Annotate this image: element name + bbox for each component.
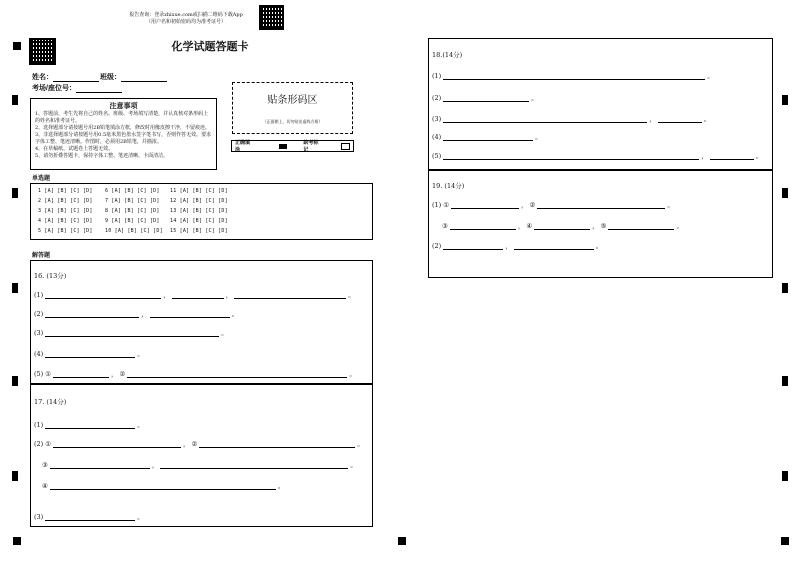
choice-item[interactable]: 13 [A] [B] [C] [D] <box>170 208 228 214</box>
q19-title: 19. (14分) <box>432 182 465 190</box>
choice-item[interactable]: 9 [A] [B] [C] [D] <box>105 218 160 224</box>
side-mark <box>12 471 18 481</box>
answer-blank[interactable] <box>514 241 594 250</box>
corner-mark-bm <box>398 537 406 545</box>
choice-item[interactable]: 2 [A] [B] [C] [D] <box>38 198 93 204</box>
answer-blank[interactable] <box>443 93 529 102</box>
class-label: 班级： <box>100 74 121 81</box>
answer-blank[interactable] <box>45 420 135 429</box>
answer-blank[interactable] <box>234 290 346 299</box>
answer-blank[interactable] <box>127 369 347 378</box>
barcode-hint: （正面朝上，切勿贴出虚线方框） <box>262 119 323 124</box>
side-mark <box>782 376 788 386</box>
answer-blank[interactable] <box>53 439 181 448</box>
q17-part2c: ④ 。 <box>42 482 285 490</box>
page-title: 化学试题答题卡 <box>171 41 249 53</box>
answer-blank[interactable] <box>172 290 224 299</box>
q18-part1: (1) 。 <box>432 72 714 80</box>
q17-part2b: ③ ， 。 <box>42 461 357 469</box>
answer-blank[interactable] <box>45 349 135 358</box>
header-account-line: （用户名和初始密码均为准考证号） <box>145 19 226 25</box>
side-mark <box>12 95 18 105</box>
side-mark <box>12 376 18 386</box>
choice-item[interactable]: 3 [A] [B] [C] [D] <box>38 208 93 214</box>
q18-part4: (4) 。 <box>432 133 542 141</box>
choice-item[interactable]: 4 [A] [B] [C] [D] <box>38 218 93 224</box>
notice-item: 2、选择题部分请按题号用2B铅笔填涂方框，修改时用橡皮擦干净，不留痕迹。 <box>35 125 211 131</box>
single-choice-label: 单选题 <box>32 176 51 182</box>
q16-part4: (4) 。 <box>34 350 144 358</box>
q16-title: 16. (13分) <box>34 272 67 280</box>
answer-blank[interactable] <box>45 290 161 299</box>
q19-part1b: ③ ， ④ ， ⑤ 。 <box>442 222 683 230</box>
q17-part1: (1) 。 <box>34 421 144 429</box>
corner-mark-br <box>781 537 789 545</box>
q18-title: 18.(14分) <box>432 51 463 59</box>
choice-item[interactable]: 8 [A] [B] [C] [D] <box>105 208 160 214</box>
q16-box <box>30 260 373 384</box>
answer-blank[interactable] <box>443 132 533 141</box>
correct-fill-label: 正确填涂 <box>235 140 251 153</box>
q19-part1: (1) ① ， ② 。 <box>432 201 674 209</box>
notice-item: 5、请勿折叠答题卡，保持字体工整、笔迹清晰、卡面清洁。 <box>35 153 169 159</box>
choice-item[interactable]: 15 [A] [B] [C] [D] <box>170 228 228 234</box>
name-field[interactable] <box>32 72 99 82</box>
answer-blank[interactable] <box>537 200 665 209</box>
side-mark <box>782 95 788 105</box>
choice-item[interactable]: 12 [A] [B] [C] [D] <box>170 198 228 204</box>
answer-blank[interactable] <box>50 481 276 490</box>
corner-mark-tl <box>13 42 21 50</box>
answer-blank[interactable] <box>45 512 135 521</box>
qr-code-top <box>259 5 284 30</box>
seat-label: 考场/座位号： <box>32 85 76 92</box>
answer-blank[interactable] <box>199 439 355 448</box>
q17-title: 17. (14分) <box>34 398 67 406</box>
side-mark <box>12 283 18 293</box>
q16-part1: (1) ， ， 。 <box>34 291 355 299</box>
answer-blank[interactable] <box>443 151 699 160</box>
class-blank[interactable] <box>121 73 167 82</box>
q18-part3: (3) ， 。 <box>432 115 711 123</box>
q17-box <box>30 384 373 527</box>
name-label: 姓名： <box>32 74 53 81</box>
barcode-title: 贴条形码区 <box>267 95 318 106</box>
notice-title: 注意事项 <box>109 103 138 110</box>
answer-blank[interactable] <box>443 114 647 123</box>
answer-section-label: 解答题 <box>32 253 51 259</box>
choice-item[interactable]: 10 [A] [B] [C] [D] <box>105 228 163 234</box>
q16-part2: (2) ， 。 <box>34 310 239 318</box>
name-blank[interactable] <box>53 73 99 82</box>
q17-part2: (2) ① ， ② 。 <box>34 440 364 448</box>
answer-blank[interactable] <box>658 114 702 123</box>
fill-example <box>231 140 354 152</box>
seat-blank[interactable] <box>76 84 122 93</box>
qr-code-left <box>29 38 56 65</box>
answer-blank[interactable] <box>451 200 519 209</box>
barcode-area <box>232 82 353 134</box>
choice-item[interactable]: 14 [A] [B] [C] [D] <box>170 218 228 224</box>
q19-part2: (2) ， 。 <box>432 242 603 250</box>
answer-blank[interactable] <box>608 221 674 230</box>
absent-mark-label: 缺考标记 <box>303 140 319 153</box>
choice-item[interactable]: 11 [A] [B] [C] [D] <box>170 188 228 194</box>
answer-blank[interactable] <box>45 309 139 318</box>
q17-part3: (3) 。 <box>34 513 144 521</box>
choice-item[interactable]: 5 [A] [B] [C] [D] <box>38 228 93 234</box>
seat-field[interactable] <box>32 83 122 93</box>
corner-mark-bl <box>13 537 21 545</box>
q18-part5: (5) ， 。 <box>432 152 763 160</box>
side-mark <box>12 188 18 198</box>
answer-blank[interactable] <box>160 460 348 469</box>
notice-box <box>30 98 217 170</box>
q16-part5: (5) ① ， ② 。 <box>34 370 356 378</box>
class-field[interactable] <box>100 72 167 82</box>
answer-blank[interactable] <box>150 309 230 318</box>
side-mark <box>782 283 788 293</box>
answer-blank[interactable] <box>710 151 754 160</box>
absent-mark-checkbox[interactable] <box>341 143 350 150</box>
correct-fill-sample <box>279 144 288 149</box>
side-mark <box>782 188 788 198</box>
notice-item: 4、在草稿纸、试题卷上答题无效。 <box>35 146 114 152</box>
notice-item: 3、非选择题部分请按题号用0.5毫米黑色墨水签字笔书写，否则作答无效。要求字体工整、笔迹清晰。作图时，必须用2B铅笔，并描浓。 <box>35 132 212 145</box>
answer-blank[interactable] <box>534 221 590 230</box>
choice-item[interactable]: 6 [A] [B] [C] [D] <box>105 188 160 194</box>
notice-item: 1、答题前，考生先将自己的姓名、班级、考场填写清楚，并认真核对条形码上的姓名和准考证号。 <box>35 111 209 124</box>
choice-item[interactable]: 1 [A] [B] [C] [D] <box>38 188 93 194</box>
header-report-line: 报告查询：登录zhixue.com或扫描二维码下载App <box>129 12 243 18</box>
answer-blank[interactable] <box>45 328 219 337</box>
answer-blank[interactable] <box>450 221 516 230</box>
q16-part3: (3) 。 <box>34 329 228 337</box>
answer-blank[interactable] <box>443 71 705 80</box>
answer-blank[interactable] <box>443 241 503 250</box>
answer-blank[interactable] <box>50 460 150 469</box>
side-mark <box>782 471 788 481</box>
q18-part2: (2) 。 <box>432 94 538 102</box>
choice-item[interactable]: 7 [A] [B] [C] [D] <box>105 198 160 204</box>
answer-blank[interactable] <box>53 369 109 378</box>
